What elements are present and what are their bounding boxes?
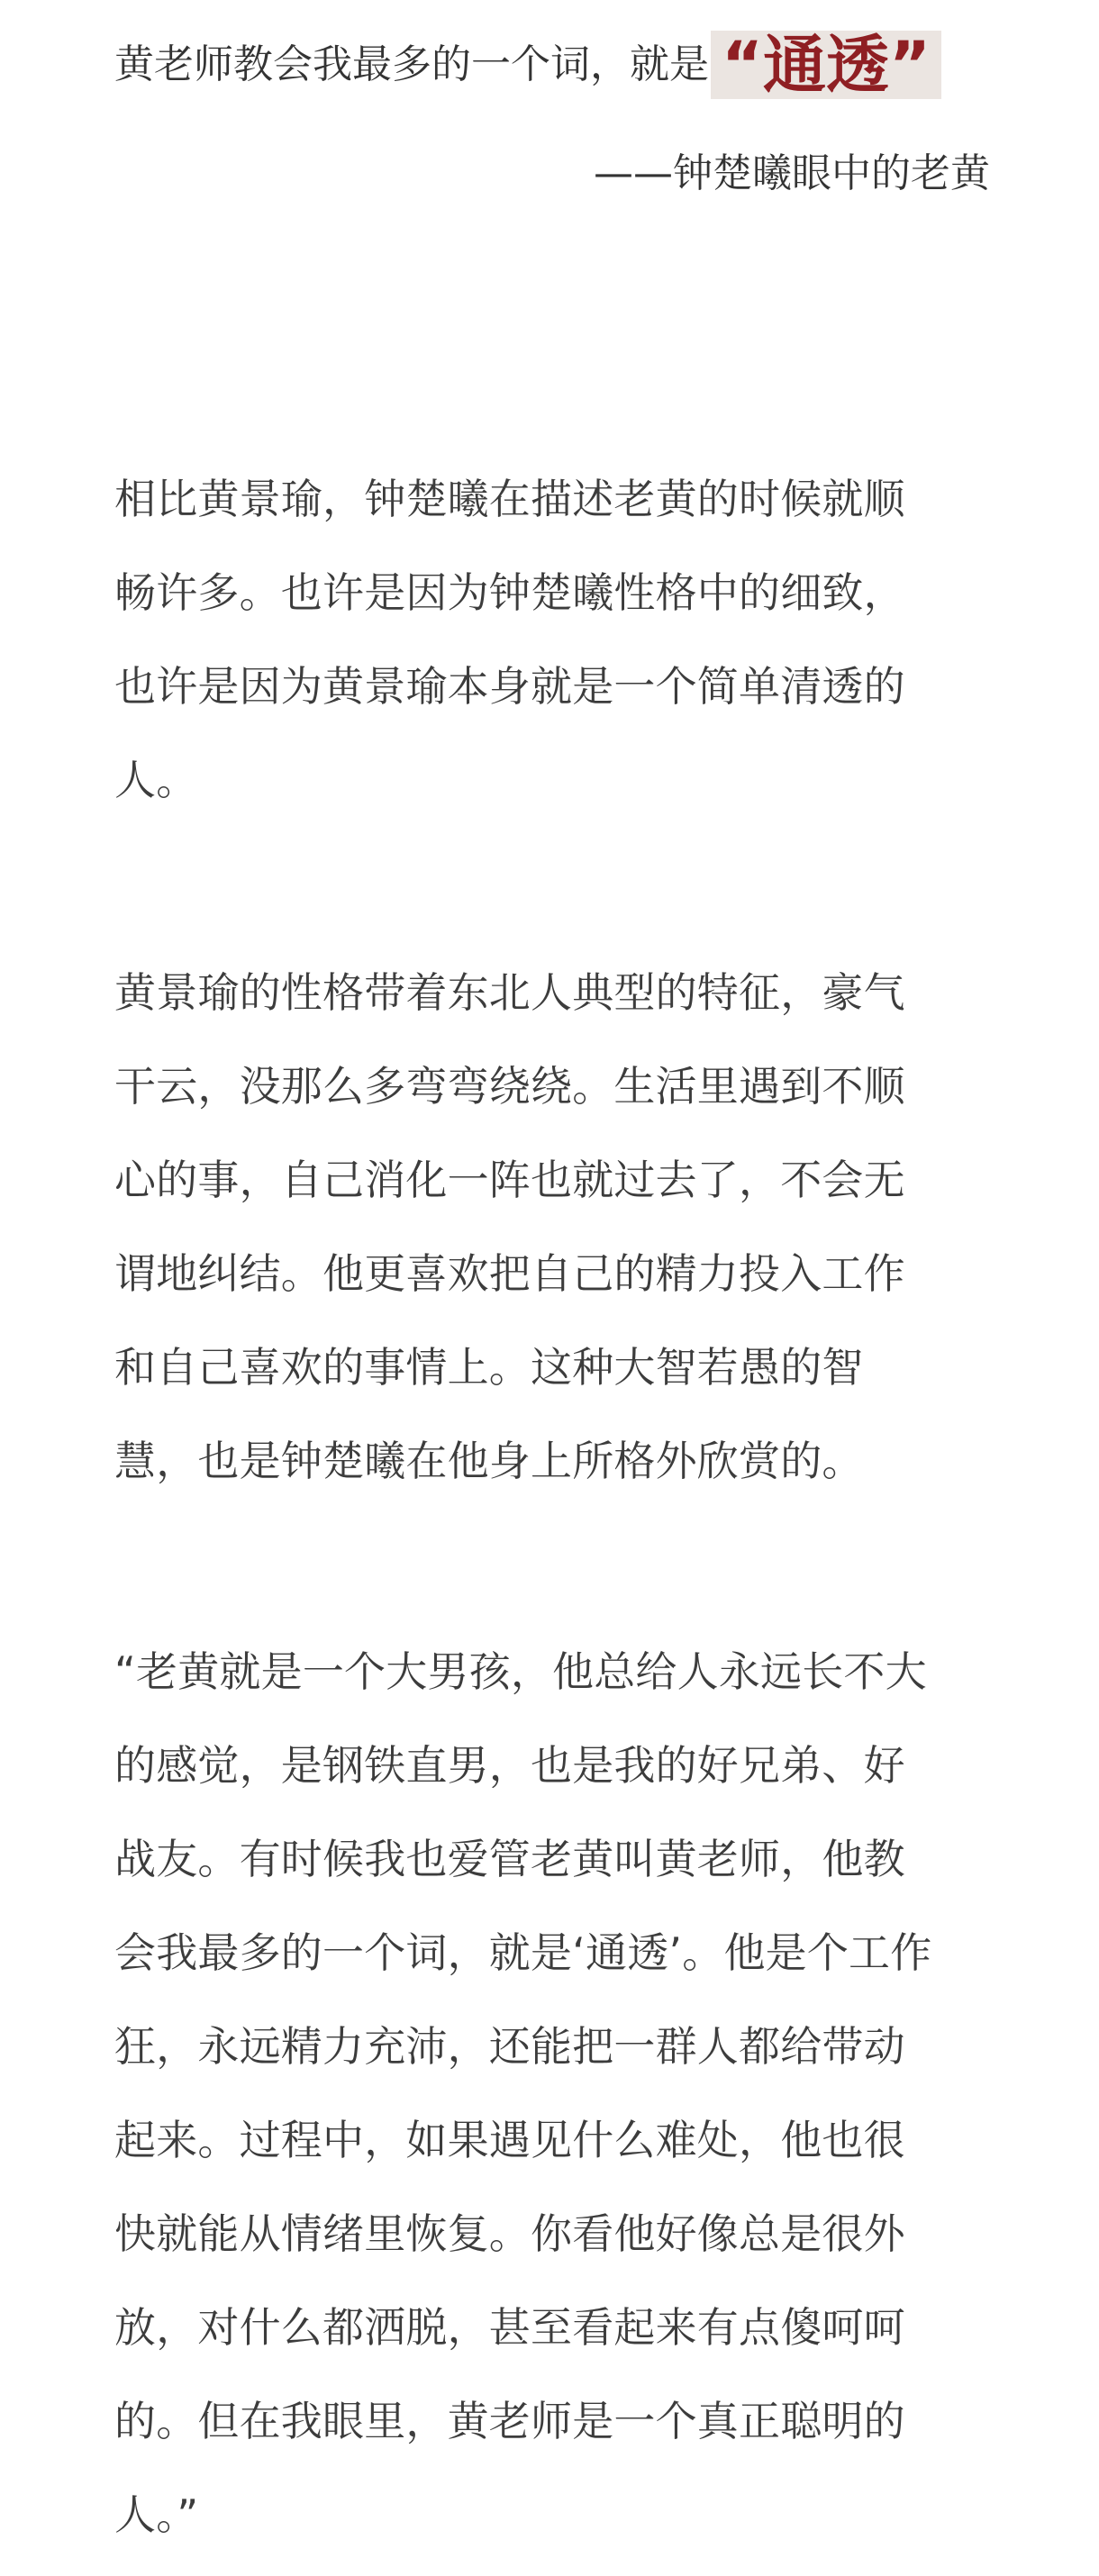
quote-attribution: ——钟楚曦眼中的老黄 xyxy=(594,150,990,196)
text-line: 会我最多的一个词，就是‘通透’。他是个工作 xyxy=(114,1928,932,1977)
text-line: “老黄就是一个大男孩，他总给人永远长不大 xyxy=(114,1647,927,1696)
text-line: 放，对什么都洒脱，甚至看起来有点傻呵呵 xyxy=(114,2303,905,2352)
text-line: 畅许多。也许是因为钟楚曦性格中的细致， xyxy=(114,568,905,617)
text-line: 人。 xyxy=(114,756,198,804)
text-line: 也许是因为黄景瑜本身就是一个简单清透的 xyxy=(114,662,905,711)
text-line: 起来。过程中，如果遇见什么难处，他也很 xyxy=(114,2116,905,2164)
text-line: 心的事，自己消化一阵也就过去了，不会无 xyxy=(114,1156,905,1204)
text-line: 相比黄景瑜，钟楚曦在描述老黄的时候就顺 xyxy=(114,475,905,523)
text-line: 狂，永远精力充沛，还能把一群人都给带动 xyxy=(114,2022,905,2071)
text-line: 谓地纠结。他更喜欢把自己的精力投入工作 xyxy=(114,1249,905,1298)
text-line: 和自己喜欢的事情上。这种大智若愚的智 xyxy=(114,1343,864,1392)
text-line: 战友。有时候我也爱管老黄叫黄老师，他教 xyxy=(114,1835,905,1883)
text-line: 快就能从情绪里恢复。你看他好像总是很外 xyxy=(114,2209,905,2258)
quote-heading xyxy=(114,20,941,110)
quote-heading-prefix: 黄老师教会我最多的一个词，就是 xyxy=(114,41,709,87)
highlighted-keyword: “通透” xyxy=(711,31,941,99)
text-line: 慧，也是钟楚曦在他身上所格外欣赏的。 xyxy=(114,1437,864,1485)
text-line: 干云，没那么多弯弯绕绕。生活里遇到不顺 xyxy=(114,1062,905,1111)
text-line: 的。但在我眼里，黄老师是一个真正聪明的 xyxy=(114,2397,905,2445)
text-line: 黄景瑜的性格带着东北人典型的特征，豪气 xyxy=(114,968,905,1017)
text-line: 的感觉，是钢铁直男，也是我的好兄弟、好 xyxy=(114,1741,905,1790)
text-line: 人。” xyxy=(114,2490,199,2539)
